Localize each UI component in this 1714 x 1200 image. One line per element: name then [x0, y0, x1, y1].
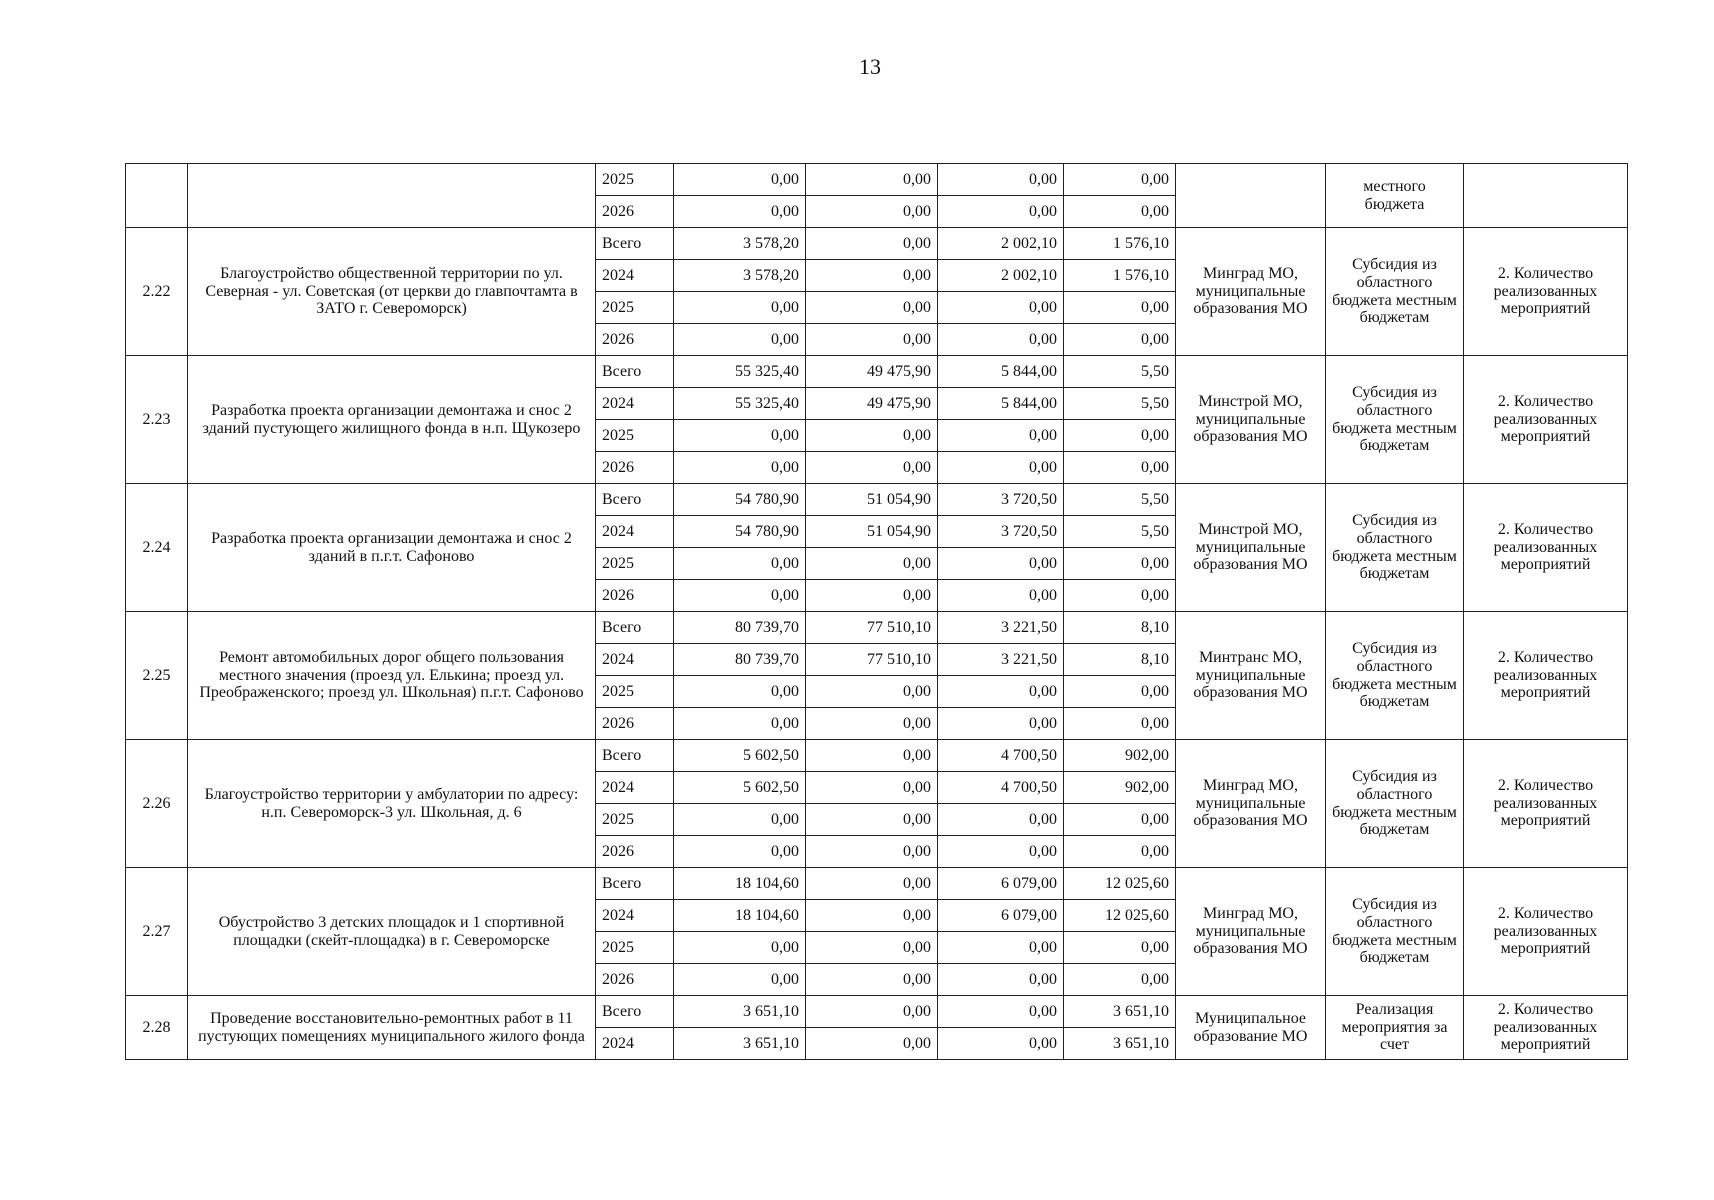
amount-cell-c1: 0,00: [806, 868, 938, 900]
table-row: [126, 484, 1628, 516]
funding-source-cell: Субсидия из областного бюджета местным бюджетам: [1326, 228, 1464, 356]
amount-cell-total: 0,00: [674, 708, 806, 740]
amount-cell-c2: 6 079,00: [938, 900, 1064, 932]
funding-source-cell: местного бюджета: [1326, 164, 1464, 228]
amount-cell-c1: 0,00: [806, 580, 938, 612]
executor-cell: [1176, 164, 1326, 228]
year-cell: 2026: [596, 964, 674, 996]
year-cell: 2026: [596, 452, 674, 484]
amount-cell-c3: 0,00: [1064, 196, 1176, 228]
amount-cell-c2: 0,00: [938, 324, 1064, 356]
amount-cell-c1: 0,00: [806, 228, 938, 260]
budget-table: [125, 163, 1628, 1060]
indicator-cell: 2. Количество реализованных мероприятий: [1464, 996, 1628, 1060]
amount-cell-c3: 0,00: [1064, 420, 1176, 452]
amount-cell-c2: 6 079,00: [938, 868, 1064, 900]
amount-cell-c1: 0,00: [806, 964, 938, 996]
table-row: [126, 740, 1628, 772]
executor-cell: Минтранс МО, муниципальные образования МО: [1176, 612, 1326, 740]
amount-cell-c3: 0,00: [1064, 324, 1176, 356]
item-name-cell: Разработка проекта организации демонтажа и снос 2 зданий пустующего жилищного фонда в н.п. Щукозеро: [188, 356, 596, 484]
amount-cell-c3: 902,00: [1064, 772, 1176, 804]
item-name-cell: Благоустройство территории у амбулатории по адресу: н.п. Североморск-3 ул. Школьная, д. 6: [188, 740, 596, 868]
amount-cell-total: 3 651,10: [674, 1028, 806, 1060]
amount-cell-total: 0,00: [674, 420, 806, 452]
amount-cell-c1: 51 054,90: [806, 516, 938, 548]
amount-cell-c2: 0,00: [938, 708, 1064, 740]
amount-cell-total: 55 325,40: [674, 388, 806, 420]
year-cell: Всего: [596, 612, 674, 644]
executor-cell: Минстрой МО, муниципальные образования МО: [1176, 356, 1326, 484]
year-cell: 2024: [596, 644, 674, 676]
amount-cell-c1: 0,00: [806, 708, 938, 740]
year-cell: Всего: [596, 356, 674, 388]
amount-cell-c2: 0,00: [938, 996, 1064, 1028]
amount-cell-total: 0,00: [674, 676, 806, 708]
year-cell: 2026: [596, 836, 674, 868]
amount-cell-c2: 0,00: [938, 292, 1064, 324]
year-cell: 2024: [596, 772, 674, 804]
amount-cell-c2: 0,00: [938, 676, 1064, 708]
item-name-cell: Обустройство 3 детских площадок и 1 спортивной площадки (скейт-площадка) в г. Североморске: [188, 868, 596, 996]
amount-cell-c1: 0,00: [806, 772, 938, 804]
amount-cell-total: 80 739,70: [674, 644, 806, 676]
amount-cell-c3: 0,00: [1064, 836, 1176, 868]
amount-cell-c1: 0,00: [806, 1028, 938, 1060]
year-cell: 2025: [596, 164, 674, 196]
year-cell: Всего: [596, 996, 674, 1028]
table-row: [126, 612, 1628, 644]
funding-source-cell: Субсидия из областного бюджета местным бюджетам: [1326, 740, 1464, 868]
page-number: 13: [859, 54, 881, 79]
year-cell: 2025: [596, 932, 674, 964]
funding-source-cell: Субсидия из областного бюджета местным бюджетам: [1326, 356, 1464, 484]
amount-cell-c1: 0,00: [806, 324, 938, 356]
amount-cell-total: 5 602,50: [674, 772, 806, 804]
amount-cell-c3: 0,00: [1064, 452, 1176, 484]
indicator-cell: 2. Количество реализованных мероприятий: [1464, 228, 1628, 356]
amount-cell-c1: 0,00: [806, 292, 938, 324]
table-body: [126, 164, 1628, 1060]
funding-source-cell: Реализация мероприятия за счет: [1326, 996, 1464, 1060]
amount-cell-total: 5 602,50: [674, 740, 806, 772]
indicator-cell: 2. Количество реализованных мероприятий: [1464, 612, 1628, 740]
year-cell: 2025: [596, 420, 674, 452]
executor-cell: Минстрой МО, муниципальные образования МО: [1176, 484, 1326, 612]
amount-cell-c2: 4 700,50: [938, 740, 1064, 772]
amount-cell-c3: 0,00: [1064, 164, 1176, 196]
amount-cell-c1: 0,00: [806, 164, 938, 196]
amount-cell-total: 0,00: [674, 548, 806, 580]
amount-cell-c1: 0,00: [806, 196, 938, 228]
indicator-cell: 2. Количество реализованных мероприятий: [1464, 868, 1628, 996]
amount-cell-total: 54 780,90: [674, 516, 806, 548]
amount-cell-c3: 5,50: [1064, 388, 1176, 420]
amount-cell-c2: 0,00: [938, 964, 1064, 996]
amount-cell-c1: 0,00: [806, 900, 938, 932]
amount-cell-total: 55 325,40: [674, 356, 806, 388]
amount-cell-c1: 49 475,90: [806, 388, 938, 420]
amount-cell-c2: 3 720,50: [938, 484, 1064, 516]
year-cell: 2026: [596, 580, 674, 612]
item-name-cell: Благоустройство общественной территории по ул. Северная - ул. Советская (от церкви до главпочтамта в ЗАТО г. Североморск): [188, 228, 596, 356]
amount-cell-c3: 3 651,10: [1064, 1028, 1176, 1060]
amount-cell-c3: 12 025,60: [1064, 868, 1176, 900]
year-cell: 2025: [596, 548, 674, 580]
amount-cell-c2: 0,00: [938, 164, 1064, 196]
year-cell: 2024: [596, 900, 674, 932]
item-name-cell: Разработка проекта организации демонтажа и снос 2 зданий в п.г.т. Сафоново: [188, 484, 596, 612]
year-cell: 2024: [596, 516, 674, 548]
funding-source-cell: Субсидия из областного бюджета местным бюджетам: [1326, 612, 1464, 740]
funding-source-cell: Субсидия из областного бюджета местным бюджетам: [1326, 868, 1464, 996]
amount-cell-c1: 77 510,10: [806, 612, 938, 644]
amount-cell-c2: 3 221,50: [938, 644, 1064, 676]
item-name-cell: Проведение восстановительно-ремонтных работ в 11 пустующих помещениях муниципального жилого фонда: [188, 996, 596, 1060]
amount-cell-c1: 0,00: [806, 452, 938, 484]
table-row: [126, 228, 1628, 260]
amount-cell-total: 0,00: [674, 932, 806, 964]
item-number-cell: 2.27: [126, 868, 188, 996]
amount-cell-total: 0,00: [674, 452, 806, 484]
amount-cell-c1: 0,00: [806, 740, 938, 772]
item-number-cell: 2.28: [126, 996, 188, 1060]
table-row: [126, 868, 1628, 900]
amount-cell-total: 3 651,10: [674, 996, 806, 1028]
amount-cell-c3: 0,00: [1064, 708, 1176, 740]
amount-cell-c2: 4 700,50: [938, 772, 1064, 804]
amount-cell-c3: 0,00: [1064, 580, 1176, 612]
amount-cell-c3: 0,00: [1064, 548, 1176, 580]
amount-cell-c1: 77 510,10: [806, 644, 938, 676]
item-number-cell: 2.24: [126, 484, 188, 612]
amount-cell-c3: 5,50: [1064, 484, 1176, 516]
amount-cell-c1: 0,00: [806, 996, 938, 1028]
executor-cell: Минград МО, муниципальные образования МО: [1176, 868, 1326, 996]
amount-cell-c3: 0,00: [1064, 292, 1176, 324]
amount-cell-c2: 5 844,00: [938, 388, 1064, 420]
amount-cell-c2: 0,00: [938, 836, 1064, 868]
amount-cell-total: 0,00: [674, 196, 806, 228]
amount-cell-total: 3 578,20: [674, 260, 806, 292]
year-cell: 2026: [596, 708, 674, 740]
amount-cell-c2: 2 002,10: [938, 228, 1064, 260]
amount-cell-c3: 1 576,10: [1064, 228, 1176, 260]
amount-cell-total: 80 739,70: [674, 612, 806, 644]
amount-cell-c3: 12 025,60: [1064, 900, 1176, 932]
amount-cell-c2: 0,00: [938, 932, 1064, 964]
year-cell: 2025: [596, 804, 674, 836]
amount-cell-c3: 0,00: [1064, 932, 1176, 964]
year-cell: 2026: [596, 324, 674, 356]
amount-cell-c3: 5,50: [1064, 356, 1176, 388]
year-cell: 2024: [596, 388, 674, 420]
amount-cell-c3: 0,00: [1064, 804, 1176, 836]
amount-cell-c1: 0,00: [806, 836, 938, 868]
amount-cell-c3: 902,00: [1064, 740, 1176, 772]
year-cell: 2025: [596, 292, 674, 324]
year-cell: Всего: [596, 228, 674, 260]
amount-cell-c2: 3 720,50: [938, 516, 1064, 548]
amount-cell-total: 0,00: [674, 580, 806, 612]
amount-cell-c2: 2 002,10: [938, 260, 1064, 292]
amount-cell-c2: 0,00: [938, 196, 1064, 228]
item-name-cell: [188, 164, 596, 228]
amount-cell-c3: 8,10: [1064, 644, 1176, 676]
amount-cell-c2: 3 221,50: [938, 612, 1064, 644]
amount-cell-c1: 0,00: [806, 420, 938, 452]
item-number-cell: 2.26: [126, 740, 188, 868]
amount-cell-c2: 0,00: [938, 452, 1064, 484]
amount-cell-total: 0,00: [674, 292, 806, 324]
year-cell: Всего: [596, 740, 674, 772]
amount-cell-c1: 0,00: [806, 548, 938, 580]
amount-cell-c2: 0,00: [938, 420, 1064, 452]
amount-cell-c2: 0,00: [938, 1028, 1064, 1060]
indicator-cell: 2. Количество реализованных мероприятий: [1464, 356, 1628, 484]
amount-cell-c1: 0,00: [806, 804, 938, 836]
item-name-cell: Ремонт автомобильных дорог общего пользования местного значения (проезд ул. Елькина; проезд ул. Преображенского; проезд ул. Школьная) п.г.т. Сафоново: [188, 612, 596, 740]
executor-cell: Минград МО, муниципальные образования МО: [1176, 740, 1326, 868]
table-row: [126, 164, 1628, 196]
year-cell: Всего: [596, 868, 674, 900]
amount-cell-total: 54 780,90: [674, 484, 806, 516]
amount-cell-c1: 51 054,90: [806, 484, 938, 516]
funding-source-cell: Субсидия из областного бюджета местным бюджетам: [1326, 484, 1464, 612]
amount-cell-c2: 5 844,00: [938, 356, 1064, 388]
amount-cell-c3: 8,10: [1064, 612, 1176, 644]
amount-cell-c2: 0,00: [938, 804, 1064, 836]
indicator-cell: [1464, 164, 1628, 228]
year-cell: Всего: [596, 484, 674, 516]
item-number-cell: 2.23: [126, 356, 188, 484]
indicator-cell: 2. Количество реализованных мероприятий: [1464, 484, 1628, 612]
amount-cell-c3: 1 576,10: [1064, 260, 1176, 292]
amount-cell-total: 18 104,60: [674, 900, 806, 932]
item-number-cell: 2.25: [126, 612, 188, 740]
amount-cell-c3: 5,50: [1064, 516, 1176, 548]
executor-cell: Муниципальное образование МО: [1176, 996, 1326, 1060]
year-cell: 2025: [596, 676, 674, 708]
amount-cell-total: 0,00: [674, 804, 806, 836]
amount-cell-c2: 0,00: [938, 548, 1064, 580]
item-number-cell: [126, 164, 188, 228]
amount-cell-c1: 49 475,90: [806, 356, 938, 388]
amount-cell-total: 0,00: [674, 324, 806, 356]
table-row: [126, 996, 1628, 1028]
year-cell: 2024: [596, 1028, 674, 1060]
amount-cell-total: 0,00: [674, 964, 806, 996]
year-cell: 2024: [596, 260, 674, 292]
year-cell: 2026: [596, 196, 674, 228]
amount-cell-total: 0,00: [674, 164, 806, 196]
executor-cell: Минград МО, муниципальные образования МО: [1176, 228, 1326, 356]
indicator-cell: 2. Количество реализованных мероприятий: [1464, 740, 1628, 868]
amount-cell-total: 18 104,60: [674, 868, 806, 900]
table-row: [126, 356, 1628, 388]
item-number-cell: 2.22: [126, 228, 188, 356]
amount-cell-total: 3 578,20: [674, 228, 806, 260]
amount-cell-c3: 0,00: [1064, 676, 1176, 708]
amount-cell-c1: 0,00: [806, 932, 938, 964]
amount-cell-total: 0,00: [674, 836, 806, 868]
amount-cell-c2: 0,00: [938, 580, 1064, 612]
amount-cell-c1: 0,00: [806, 676, 938, 708]
amount-cell-c3: 3 651,10: [1064, 996, 1176, 1028]
amount-cell-c3: 0,00: [1064, 964, 1176, 996]
amount-cell-c1: 0,00: [806, 260, 938, 292]
